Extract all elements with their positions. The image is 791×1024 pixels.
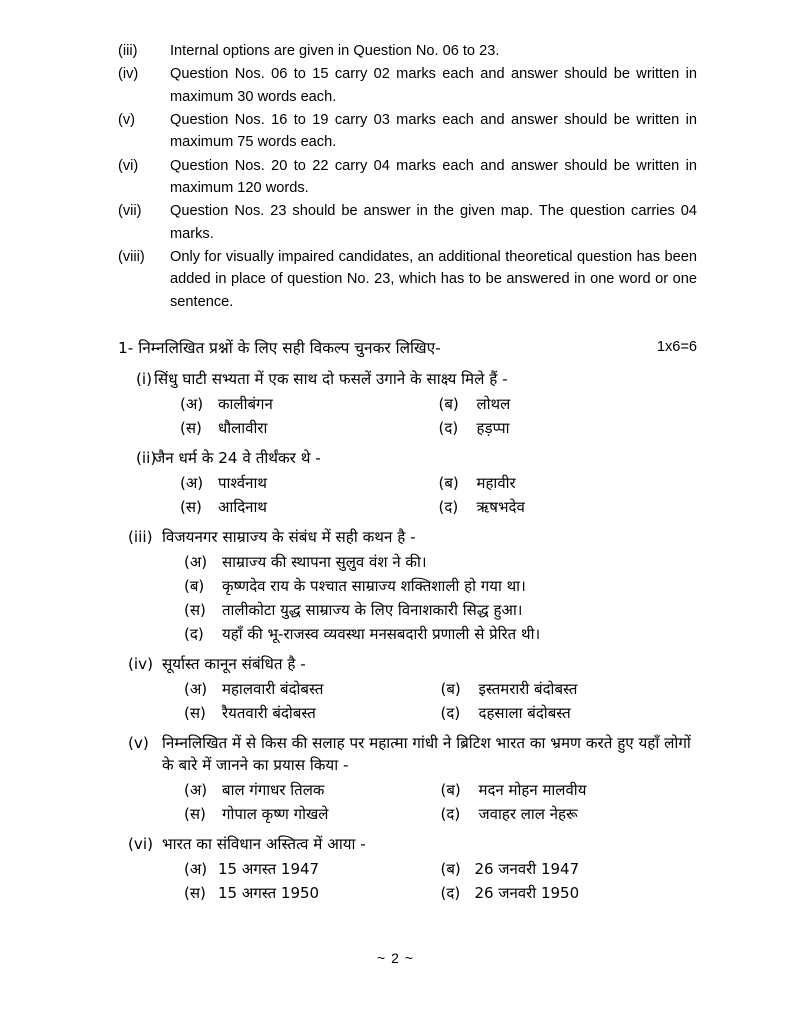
option-key: (स) (184, 884, 206, 903)
instruction-item (118, 200, 697, 245)
instruction-text: Internal options are given in Question No. 06 to 23. (170, 43, 500, 59)
options-group (118, 780, 697, 825)
option[interactable] (439, 394, 698, 415)
options-group (118, 473, 697, 518)
option-value: महावीर (476, 474, 516, 493)
instruction-item (118, 63, 697, 108)
option-key: (अ) (180, 474, 204, 493)
instruction-text: Question Nos. 20 to 22 carry 04 marks each and answer should be written in maximum 120 words. (170, 157, 697, 196)
option-value: कृष्णदेव राय के पश्चात साम्राज्य शक्तिशाली हो गया था। (222, 577, 526, 596)
option-value: इस्तमरारी बंदोबस्त (478, 680, 578, 699)
question-number: (i) (136, 370, 153, 389)
option[interactable] (439, 418, 698, 439)
option-key: (अ) (184, 781, 208, 800)
option-value: दहसाला बंदोबस्त (478, 704, 571, 723)
option-value: धौलावीरा (218, 419, 268, 438)
option-value: साम्राज्य की स्थापना सुलुव वंश ने की। (222, 553, 427, 572)
option-value: तालीकोटा युद्ध साम्राज्य के लिए विनाशकारी सिद्ध हुआ। (222, 601, 523, 620)
question-item (118, 447, 697, 518)
option-value: 15 अगस्त 1947 (218, 860, 320, 879)
instruction-text: Only for visually impaired candidates, an additional theoretical question has been added in place of question No. 23, which has to be answered in one word or one sentence. (170, 248, 697, 310)
question-text: सिंधु घाटी सभ्यता में एक साथ दो फसलें उगाने के साक्ष्य मिले हैं - (154, 370, 508, 389)
options-group (118, 859, 697, 904)
option-value: 26 जनवरी 1950 (474, 884, 580, 903)
question-item (118, 833, 697, 904)
options-group (118, 679, 697, 724)
question-item (118, 653, 697, 724)
option-value: 15 अगस्त 1950 (218, 884, 320, 903)
option[interactable] (184, 552, 697, 573)
option[interactable] (184, 703, 441, 724)
option[interactable] (184, 883, 441, 904)
option-value: ऋषभदेव (476, 498, 525, 517)
option[interactable] (441, 859, 698, 880)
option-value: आदिनाथ (218, 498, 267, 517)
instruction-text: Question Nos. 06 to 15 carry 02 marks each and answer should be written in maximum 30 words each. (170, 66, 697, 105)
option-key: (अ) (184, 680, 208, 699)
instruction-text: Question Nos. 23 should be answer in the given map. The question carries 04 marks. (170, 203, 697, 242)
option[interactable] (184, 679, 441, 700)
option-value: 26 जनवरी 1947 (474, 860, 580, 879)
question-text: सूर्यास्त कानून संबंधित है - (162, 655, 306, 674)
option-key: (ब) (440, 680, 461, 699)
question-item (118, 368, 697, 439)
instruction-label: (iii) (118, 43, 138, 59)
option-value: हड़प्पा (476, 419, 510, 438)
option[interactable] (441, 780, 698, 801)
instruction-label: (v) (118, 111, 136, 128)
instruction-label: (iv) (118, 66, 139, 83)
options-group (118, 552, 697, 645)
instruction-label: (vii) (118, 203, 142, 220)
option-key: (द) (440, 884, 461, 903)
instruction-item (118, 40, 697, 62)
instruction-label: (vi) (118, 157, 139, 174)
option[interactable] (441, 883, 698, 904)
page-number: ~ 2 ~ (377, 950, 414, 966)
option[interactable] (180, 473, 439, 494)
option-value: कालीबंगन (218, 395, 273, 414)
option-key: (ब) (438, 395, 459, 414)
option-value: जवाहर लाल नेहरू (478, 805, 578, 824)
option-key: (द) (440, 704, 461, 723)
option[interactable] (439, 497, 698, 518)
question-number: (v) (128, 734, 149, 753)
instructions-list (118, 40, 697, 313)
instruction-text: Question Nos. 16 to 19 carry 03 marks each and answer should be written in maximum 75 words each. (170, 111, 697, 151)
option[interactable] (180, 418, 439, 439)
option[interactable] (180, 394, 439, 415)
option[interactable] (184, 859, 441, 880)
question-number: (ii) (136, 449, 157, 468)
question-text: विजयनगर साम्राज्य के संबंध में सही कथन है - (162, 528, 416, 547)
option-key: (अ) (184, 553, 208, 572)
option-key: (द) (184, 625, 204, 644)
option-value: यहाँ की भू-राजस्व व्यवस्था मनसबदारी प्रणाली से प्रेरित थी। (222, 625, 541, 644)
option-key: (द) (440, 805, 461, 824)
option-key: (ब) (440, 781, 461, 800)
question-number: (iv) (128, 655, 154, 674)
option[interactable] (441, 804, 698, 825)
question-number: (vi) (128, 835, 154, 854)
instruction-item (118, 155, 697, 200)
option-value: मदन मोहन मालवीय (478, 781, 587, 800)
question-text: निम्नलिखित में से किस की सलाह पर महात्मा गांधी ने ब्रिटिश भारत का भ्रमण करते हुए यहाँ लोगों के बारे में जानने का प्रयास किया - (162, 734, 691, 775)
question-1-heading-text: 1- निम्नलिखित प्रश्नों के लिए सही विकल्प चुनकर लिखिए- (118, 338, 441, 357)
option[interactable] (439, 473, 698, 494)
option[interactable] (441, 679, 698, 700)
option[interactable] (184, 624, 697, 645)
option-key: (अ) (184, 860, 208, 879)
options-group (118, 394, 697, 439)
question-text: भारत का संविधान अस्तित्व में आया - (162, 835, 366, 854)
question-1-marks: 1x6=6 (656, 338, 697, 355)
option[interactable] (441, 703, 698, 724)
option-key: (ब) (184, 577, 205, 596)
option-key: (स) (184, 601, 206, 620)
question-item (118, 526, 697, 645)
instruction-item (118, 246, 697, 313)
option[interactable] (184, 576, 697, 597)
instruction-label: (viii) (118, 248, 145, 265)
question-1-heading (118, 337, 697, 360)
option-key: (ब) (438, 474, 459, 493)
option-value: महालवारी बंदोबस्त (222, 680, 324, 699)
option-key: (अ) (180, 395, 204, 414)
option-key: (द) (438, 498, 459, 517)
option-key: (स) (184, 805, 206, 824)
option[interactable] (184, 780, 441, 801)
question-text: जैन धर्म के 24 वे तीर्थंकर थे - (154, 449, 321, 468)
option-value: पार्श्वनाथ (218, 474, 267, 493)
option-value: रैयतवारी बंदोबस्त (222, 704, 316, 723)
option[interactable] (184, 600, 697, 621)
question-number: (iii) (128, 528, 153, 547)
option-key: (स) (180, 498, 202, 517)
option[interactable] (184, 804, 441, 825)
option-value: बाल गंगाधर तिलक (222, 781, 325, 800)
option-key: (द) (438, 419, 459, 438)
question-item (118, 732, 697, 825)
option-value: गोपाल कृष्ण गोखले (222, 805, 329, 824)
option[interactable] (180, 497, 439, 518)
option-key: (स) (184, 704, 206, 723)
option-value: लोथल (476, 395, 511, 414)
option-key: (ब) (440, 860, 461, 879)
instruction-item (118, 109, 697, 154)
option-key: (स) (180, 419, 202, 438)
